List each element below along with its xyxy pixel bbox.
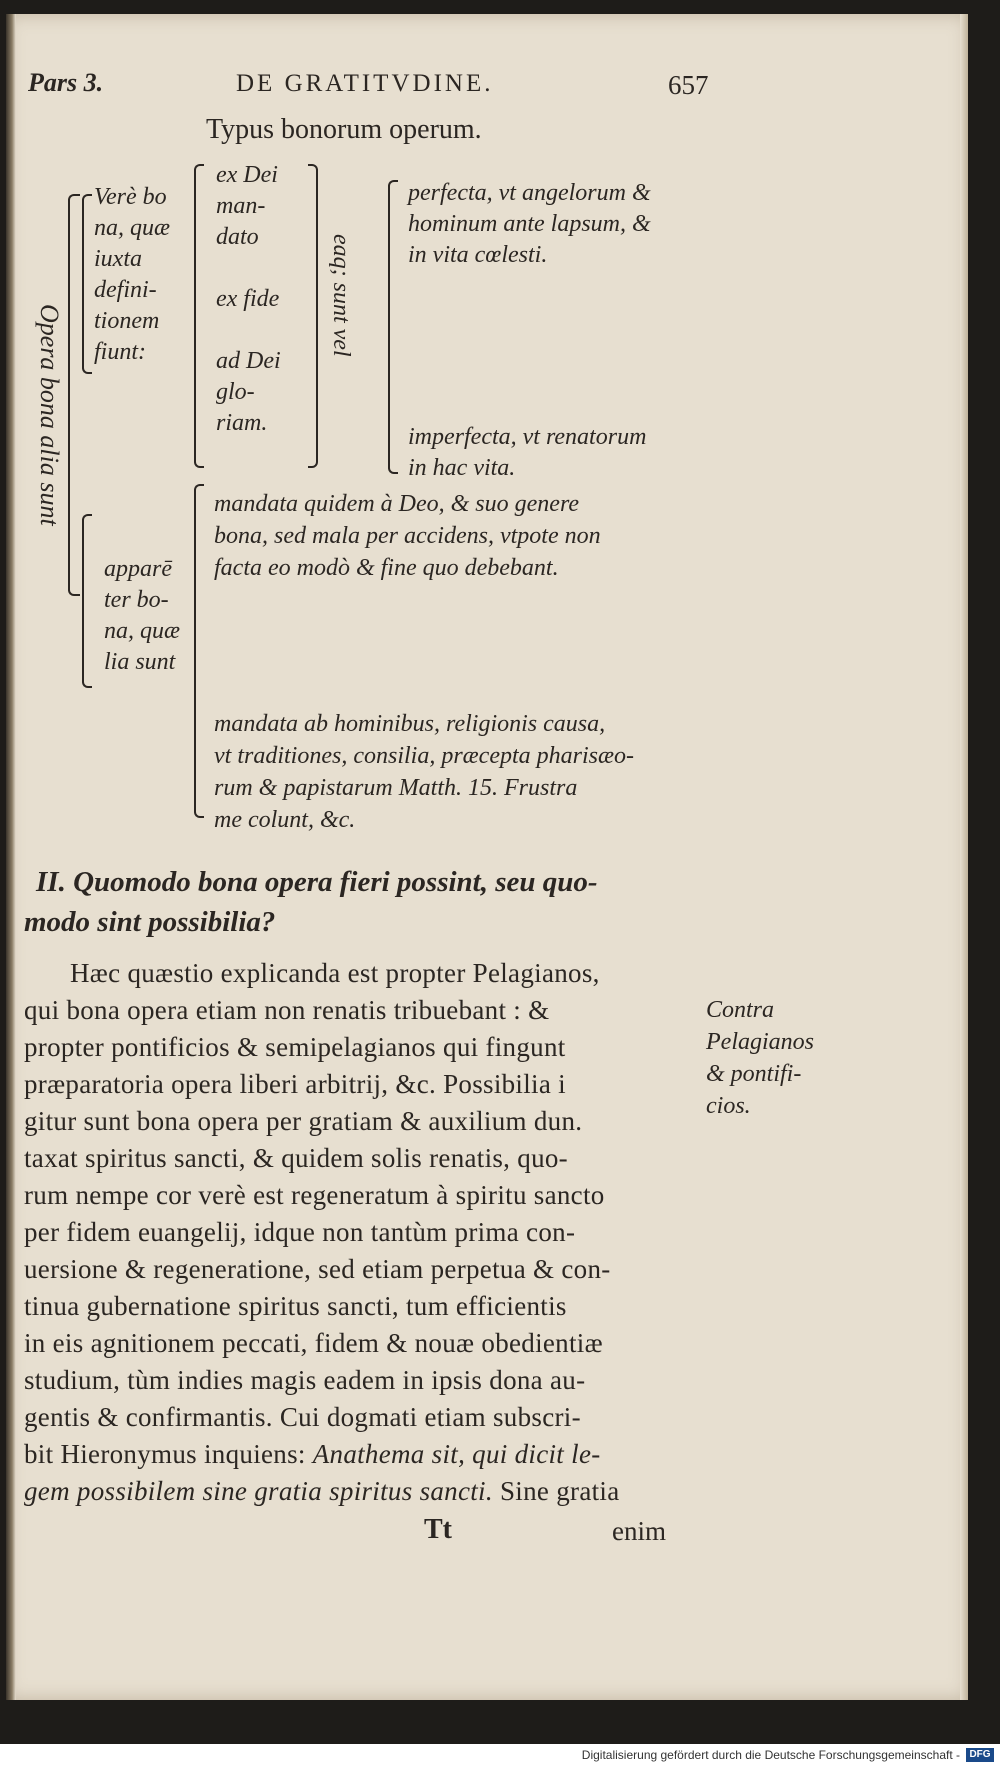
main-brace <box>68 194 80 596</box>
section-heading-line1: II. Quomodo bona opera fieri possint, seu quo- <box>36 866 598 898</box>
body-line: Hæc quæstio explicanda est propter Pelagianos, <box>70 958 600 988</box>
body-line: præparatoria opera liberi arbitrij, &c. Possibilia i <box>24 1069 566 1099</box>
page-number: 657 <box>668 70 709 100</box>
running-head-title: DE GRATITVDINE. <box>236 70 494 97</box>
body-line: in eis agnitionem peccati, fidem & nouæ obedientiæ <box>24 1328 603 1358</box>
mandata-brace <box>194 484 204 818</box>
diagram-title: Typus bonorum operum. <box>206 114 482 145</box>
quote-continuation: gem possibilem sine gratia spiritus sancti. <box>24 1476 493 1506</box>
body-line: studium, tùm indies magis eadem in ipsis dona au- <box>24 1365 586 1395</box>
running-head-part: Pars 3. <box>28 68 104 97</box>
perfecta-text: perfecta, vt angelorum & hominum ante lapsum, & in vita cœlesti. <box>408 180 651 268</box>
body-line: per fidem euangelij, idque non tantùm prima con- <box>24 1217 576 1247</box>
conditions-text: ex Dei man- dato ex fide ad Dei glo- riam. <box>216 162 281 436</box>
conditions-close-brace <box>308 164 318 468</box>
apparenter-brace <box>82 514 92 688</box>
quote-anathema: Anathema sit, qui dicit le- <box>312 1439 601 1469</box>
section-heading-line2: modo sint possibilia? <box>24 906 276 938</box>
mandata-deo-text: mandata quidem à Deo, & suo genere bona, sed mala per accidens, vtpote non facta eo modò & fine quo debebant. <box>214 491 601 581</box>
perfection-brace <box>388 180 398 474</box>
signature-mark: Tt <box>424 1514 452 1545</box>
digitization-footer <box>0 1744 1000 1768</box>
body-line: uersione & regeneratione, sed etiam perpetua & con- <box>24 1254 611 1284</box>
body-line: rum nempe cor verè est regeneratum à spiritu sancto <box>24 1180 605 1210</box>
catchword: enim <box>612 1516 666 1546</box>
body-line: bit Hieronymus inquiens: Anathema sit, qui dicit le- <box>24 1439 601 1469</box>
page-gutter <box>6 14 16 1700</box>
body-line: taxat spiritus sancti, & quidem solis renatis, quo- <box>24 1143 568 1173</box>
body-line: gentis & confirmantis. Cui dogmati etiam subscri- <box>24 1402 581 1432</box>
mandata-hominibus-text: mandata ab hominibus, religionis causa, vt traditiones, consilia, præcepta pharisæo- rum & papistarum Matth. 15. Frustra me colunt, &c. <box>214 711 634 833</box>
vere-bona-text: Verè bo na, quæ iuxta defini- tionem fiunt: <box>94 184 171 365</box>
page-edge <box>960 14 968 1700</box>
body-line: tinua gubernatione spiritus sancti, tum efficientis <box>24 1291 567 1321</box>
body-line: gitur sunt bona opera per gratiam & auxilium dun. <box>24 1106 583 1136</box>
vere-bona-brace <box>82 194 92 374</box>
book-page <box>6 14 968 1700</box>
footer-credit: Digitalisierung gefördert durch die Deutsche Forschungsgemeinschaft - <box>581 1748 960 1762</box>
body-line: propter pontificios & semipelagianos qui fingunt <box>24 1032 566 1062</box>
imperfecta-text: imperfecta, vt renatorum in hac vita. <box>408 424 647 481</box>
conditions-brace <box>194 164 204 468</box>
margin-note: Contra Pelagianos & pontifi- cios. <box>706 997 814 1119</box>
vertical-label: Opera bona alia sunt <box>35 304 64 526</box>
eaque-label: eaq; sunt vel <box>328 234 354 357</box>
apparenter-text: apparē ter bo- na, quæ lia sunt <box>104 556 181 675</box>
dfg-logo-icon: DFG <box>966 1748 994 1762</box>
body-line: gem possibilem sine gratia spiritus sancti. Sine gratia <box>24 1476 620 1506</box>
body-line: qui bona opera etiam non renatis tribuebant : & <box>24 995 550 1025</box>
